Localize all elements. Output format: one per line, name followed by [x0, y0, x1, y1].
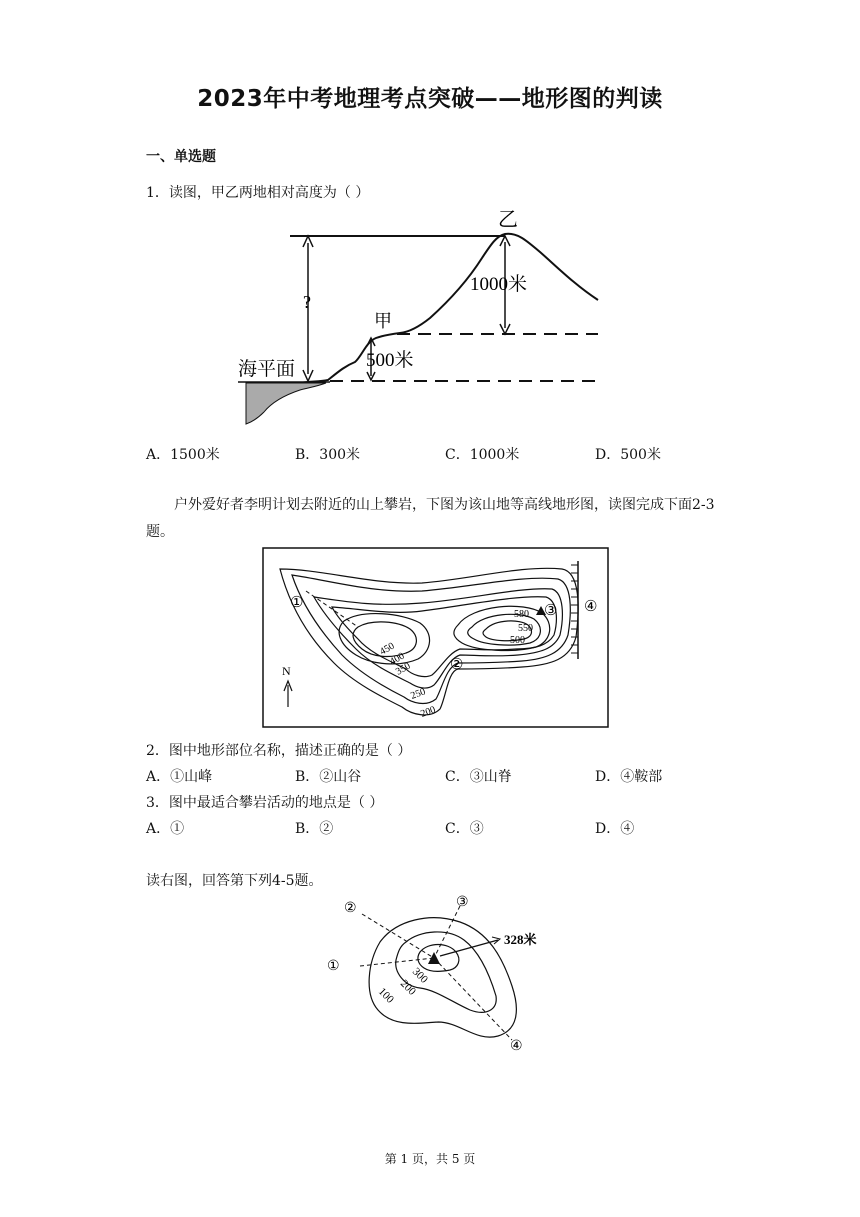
map2-marker-4: ④ [510, 1039, 523, 1054]
map2-marker-1: ① [327, 959, 340, 974]
map2-contour-100: 100 [375, 985, 397, 1006]
contour-500: 500 [510, 635, 525, 646]
contour-450: 450 [378, 640, 397, 658]
peak-elevation-label: 328米 [504, 932, 537, 947]
question-3-stem: 3．图中最适合攀岩活动的地点是（ ） [146, 795, 384, 811]
q2-option-c: C．③山脊 [445, 769, 512, 785]
map2-marker-3: ③ [456, 895, 469, 910]
label-500m: 500米 [366, 350, 414, 371]
q3-option-b: B．② [295, 821, 334, 837]
label-question: ? [303, 292, 311, 312]
contour-200: 200 [419, 704, 438, 720]
page-title: 2023年中考地理考点突破——地形图的判读 [197, 86, 663, 112]
q3-option-a: A．① [146, 821, 185, 837]
q1-option-c: C．1000米 [445, 447, 520, 463]
label-jia: 甲 [374, 311, 392, 331]
q2-option-b: B．②山谷 [295, 769, 362, 785]
map1-marker-2: ② [450, 657, 464, 673]
q3-option-d: D．④ [595, 821, 635, 837]
q1-option-d: D．500米 [595, 447, 661, 463]
label-yi: 乙 [498, 209, 518, 231]
q3-option-c: C．③ [445, 821, 484, 837]
contour-map-2 [320, 890, 560, 1058]
page-footer: 第 1 页，共 5 页 [384, 1152, 476, 1166]
contour-map-1 [262, 547, 610, 729]
question-2-stem: 2．图中地形部位名称，描述正确的是（ ） [146, 743, 412, 759]
map1-marker-1: ① [290, 595, 304, 611]
map1-marker-4: ④ [584, 599, 598, 615]
question-1-stem: 1．读图，甲乙两地相对高度为（ ） [146, 185, 370, 201]
relative-height-figure [230, 205, 610, 430]
contour-580: 580 [514, 609, 529, 620]
terrain-profile [250, 234, 598, 395]
map2-contour-300: 300 [409, 965, 431, 986]
q2-option-d: D．④鞍部 [595, 769, 663, 785]
map2-marker-2: ② [344, 901, 357, 916]
map1-marker-3: ③ [544, 603, 558, 619]
section-heading: 一、单选题 [146, 149, 216, 165]
contour-350: 350 [394, 660, 413, 678]
sea-area [246, 383, 326, 424]
contour-550: 550 [518, 623, 533, 634]
q1-option-a: A．1500米 [146, 447, 220, 463]
label-1000m: 1000米 [470, 274, 528, 295]
north-label: N [282, 664, 291, 678]
map2-contour-200: 200 [397, 977, 419, 998]
q2-option-a: A．①山峰 [146, 769, 213, 785]
q1-option-b: B．300米 [295, 447, 361, 463]
intro-questions-4-5: 读右图，回答第下列4-5题。 [146, 873, 323, 889]
label-sea-level: 海平面 [238, 359, 296, 380]
intro-questions-2-3: 户外爱好者李明计划去附近的山上攀岩，下图为该山地等高线地形图，读图完成下面2-3题。 [146, 497, 715, 540]
contour-250: 250 [409, 686, 428, 702]
contour-400: 400 [388, 650, 407, 668]
